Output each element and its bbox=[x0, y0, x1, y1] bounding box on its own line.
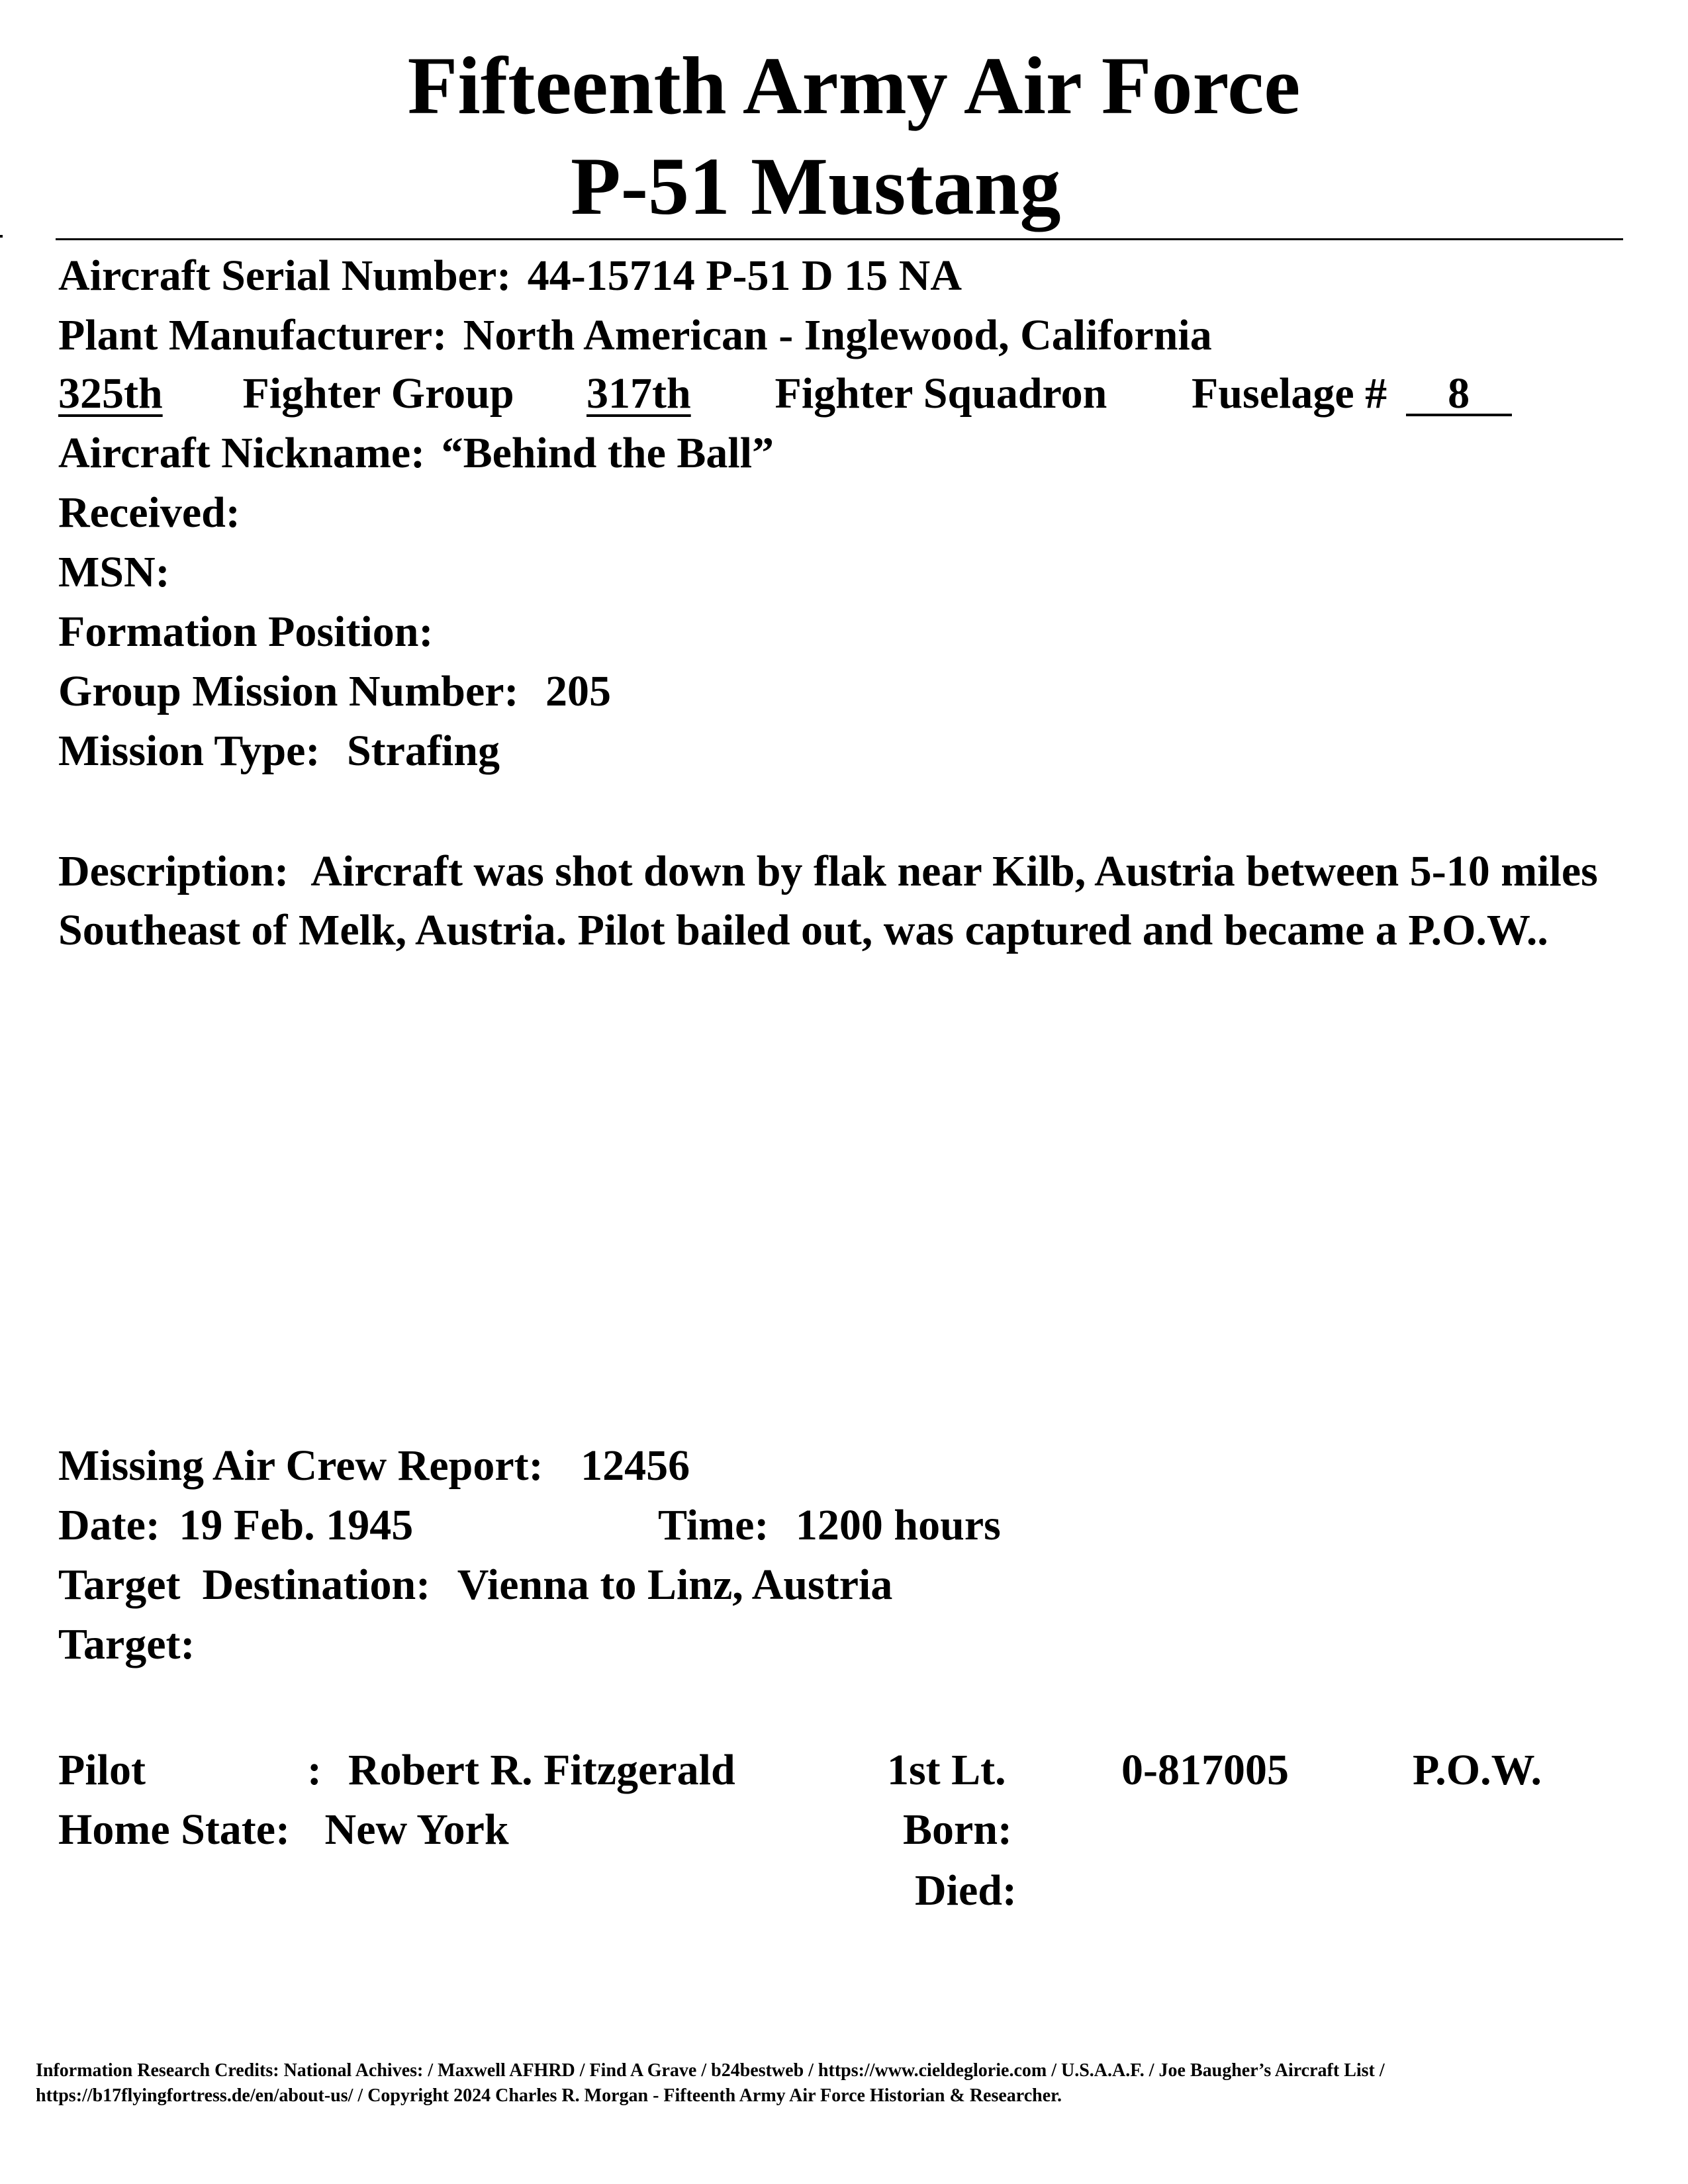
time-value: 1200 hours bbox=[795, 1501, 1001, 1549]
margin-mark bbox=[0, 235, 3, 238]
page-subtitle: P-51 Mustang bbox=[571, 141, 1061, 232]
crew-role: Pilot bbox=[58, 1746, 146, 1794]
home-state-row bbox=[58, 1805, 509, 1854]
nickname-row bbox=[58, 429, 774, 477]
group-label: Fighter Group bbox=[242, 369, 514, 418]
destination-value: Vienna to Linz, Austria bbox=[457, 1561, 893, 1609]
footer-credits: Information Research Credits: National Achives: / Maxwell AFHRD / Find A Grave / b24bestweb / https://www.cieldeglorie.com / U.S.A.A.F. / Joe Baugher’s Aircraft List / https://b17flyingfortress.de/en/about-us/ / Copyright 2024 Charles R. Morgan - Fifteenth Army Air Force Historian & Researcher. bbox=[36, 2060, 1385, 2106]
manufacturer-label: Plant Manufacturer: bbox=[58, 311, 447, 359]
home-state-label: Home State: bbox=[58, 1805, 291, 1854]
destination-row bbox=[58, 1563, 892, 1607]
crew-colon: : bbox=[307, 1746, 322, 1794]
squadron-value: 317th bbox=[586, 369, 691, 418]
description-text: Aircraft was shot down by flak near Kilb, Austria between 5-10 miles Southeast of Melk, Austria. Pilot bailed out, was captured and became a P.O.W.. bbox=[58, 847, 1598, 954]
description-label: Description: bbox=[58, 847, 289, 895]
description-block bbox=[58, 842, 1634, 960]
mission-type-row bbox=[58, 729, 500, 773]
time-label: Time: bbox=[658, 1501, 769, 1549]
group-row bbox=[58, 369, 514, 418]
macr-value: 12456 bbox=[581, 1441, 690, 1490]
crew-name: Robert R. Fitzgerald bbox=[348, 1746, 735, 1794]
manufacturer-row bbox=[58, 311, 1212, 359]
group-mission-row bbox=[58, 667, 612, 715]
group-mission-label: Group Mission Number: bbox=[58, 667, 519, 715]
squadron-row bbox=[586, 369, 1107, 418]
crew-status: P.O.W. bbox=[1413, 1746, 1542, 1794]
squadron-label: Fighter Squadron bbox=[774, 369, 1107, 418]
date-value: 19 Feb. 1945 bbox=[179, 1501, 414, 1549]
serial-row bbox=[58, 251, 962, 300]
received-label: Received: bbox=[58, 488, 240, 537]
group-mission-value: 205 bbox=[545, 667, 612, 715]
group-value: 325th bbox=[58, 369, 163, 418]
macr-label: Missing Air Crew Report: bbox=[58, 1441, 543, 1490]
msn-label: MSN: bbox=[58, 548, 170, 596]
fuselage-value: 8 bbox=[1406, 374, 1512, 416]
manufacturer-value: North American - Inglewood, California bbox=[463, 311, 1212, 359]
date-label: Date: bbox=[58, 1501, 160, 1549]
page-title: Fifteenth Army Air Force bbox=[407, 40, 1301, 131]
mission-type-value: Strafing bbox=[346, 727, 500, 775]
macr-row bbox=[58, 1441, 690, 1490]
crew-serial: 0-817005 bbox=[1121, 1746, 1289, 1794]
target-label: Target: bbox=[58, 1620, 195, 1668]
formation-label: Formation Position: bbox=[58, 608, 434, 656]
mission-type-label: Mission Type: bbox=[58, 727, 320, 775]
home-state-value: New York bbox=[324, 1805, 509, 1854]
fuselage-row bbox=[1192, 369, 1512, 418]
crew-rank: 1st Lt. bbox=[887, 1746, 1006, 1794]
time-row bbox=[658, 1501, 1001, 1549]
destination-label: Target Destination: bbox=[58, 1561, 431, 1609]
nickname-label: Aircraft Nickname: bbox=[58, 429, 426, 477]
serial-label: Aircraft Serial Number: bbox=[58, 251, 512, 300]
born-label: Born: bbox=[903, 1805, 1012, 1854]
header-divider bbox=[56, 238, 1623, 240]
nickname-value: “Behind the Ball” bbox=[441, 429, 774, 477]
died-label: Died: bbox=[915, 1866, 1017, 1915]
date-row bbox=[58, 1501, 414, 1549]
fuselage-label: Fuselage # bbox=[1192, 369, 1387, 418]
serial-value: 44-15714 P-51 D 15 NA bbox=[527, 251, 962, 300]
